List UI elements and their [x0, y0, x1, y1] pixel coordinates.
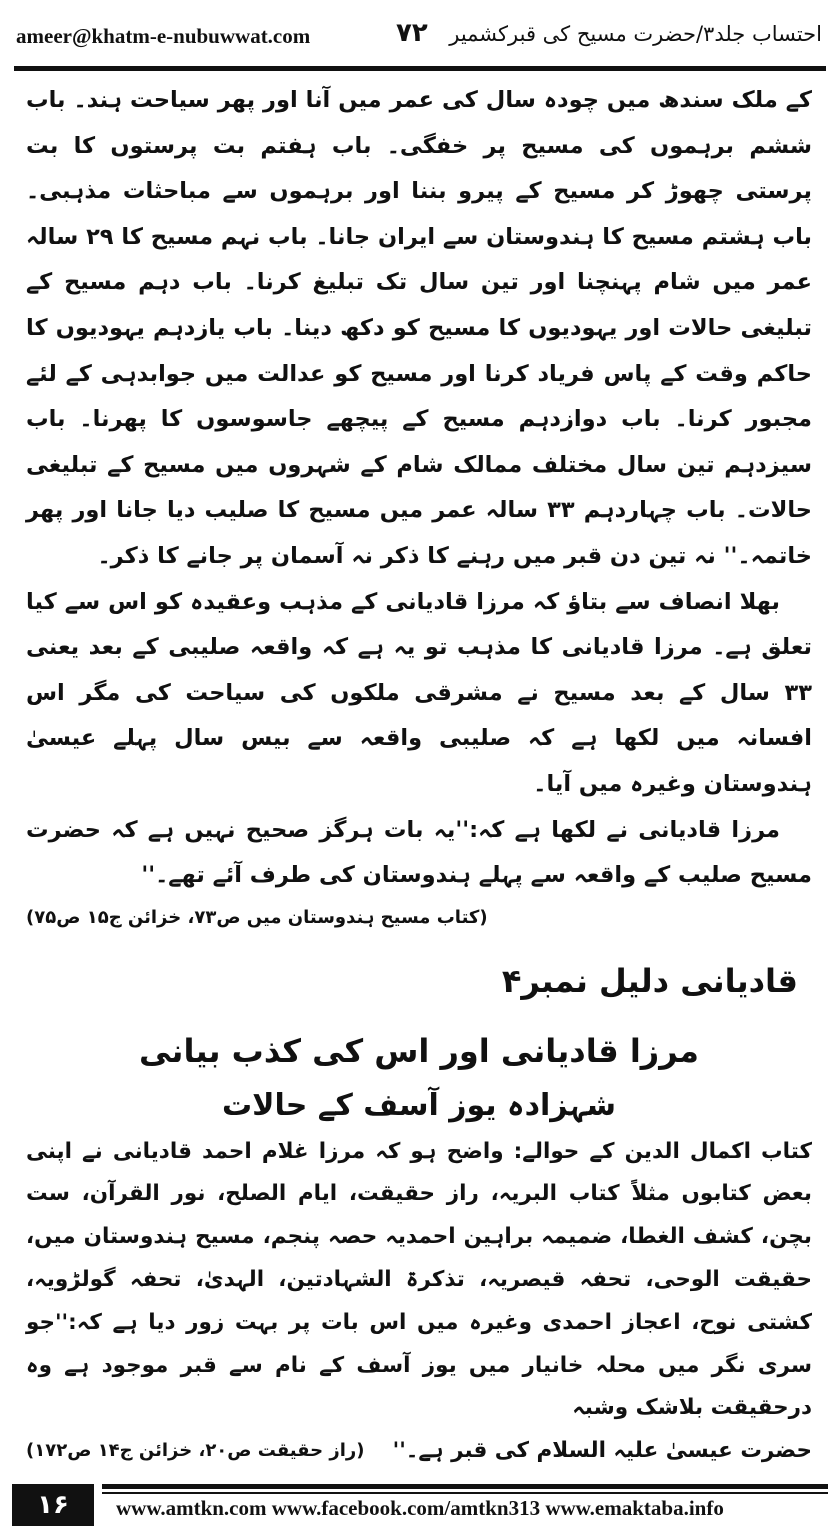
section-title: مرزا قادیانی اور اس کی کذب بیانی [139, 1031, 699, 1070]
closing-text: حضرت عیسیٰ علیہ السلام کی قبر ہے۔'' [392, 1438, 812, 1464]
header-page-number: ۷۲ [396, 18, 428, 48]
header-divider [14, 66, 826, 71]
paragraph-ikmal: کتاب اکمال الدین کے حوالے: واضح ہو کہ مرزا غلام احمد قادیانی نے اپنی بعض کتابوں مثلاً کتاب البریہ، راز حقیقت، ایام الصلح، نور القرآن، ست بچن، کشف الغطا، ضمیمہ براہین احمدیہ حصہ پنجم، مسیح ہندوستان میں، حقیقت الوحی، تحفہ قیصریہ، تذکرۃ الشہادتین، الہدیٰ، تحفہ گولڑویہ، کشتی نوح، اعجاز احمدی وغیرہ میں اس بات پر بہت زور دیا ہے کہ:''جو سری نگر میں محلہ خانیار میں یوز آسف کے نام سے قبر موجود ہے وہ درحقیقت بلاشک وشبہ [26, 1138, 812, 1421]
footer-divider [102, 1484, 828, 1489]
page-body [26, 78, 812, 1472]
section-heading: قادیانی دلیل نمبر۴ [501, 961, 798, 1000]
page-header [14, 18, 826, 58]
paragraph-chapters: کے ملک سندھ میں چودہ سال کی عمر میں آنا اور پھر سیاحت ہند۔ باب ششم برہموں کی مسیح پر خفگی۔ باب ہفتم بت پرستوں کا بت پرستی چھوڑ کر مسیح کے پیرو بننا اور برہموں سے مباحثات مذہبی۔ باب ہشتم مسیح کا ہندوستان سے ایران جانا۔ باب نہم مسیح کا ۲۹ سالہ عمر میں شام پہنچنا اور تین سال تک تبلیغ کرنا۔ باب دہم مسیح کے تبلیغی حالات اور یہودیوں کا مسیح کو دکھ دینا۔ باب یازدہم یہودیوں کا حاکم وقت کے پاس فریاد کرنا اور مسیح کو عدالت میں جوابدہی کے لئے مجبور کرنا۔ باب دوازدہم مسیح کے پیچھے جاسوسوں کا پھرنا۔ باب سیزدہم تین سال مختلف ممالک شام کے شہروں میں مسیح کے تبلیغی حالات۔ باب چہاردہم ۳۳ سالہ عمر میں مسیح کا صلیب دیا جانا اور پھر خاتمہ۔'' نہ تین دن قبر میں رہنے کا ذکر نہ آسمان پر جانے کا ذکر۔ [26, 87, 812, 569]
footer-page-number: ۱۶ [12, 1484, 94, 1526]
header-title: احتساب جلد۳/حضرت مسیح کی قبرکشمیر [449, 22, 822, 46]
closing-line [26, 1430, 812, 1472]
paragraph-argument: بھلا انصاف سے بتاؤ کہ مرزا قادیانی کے مذہب وعقیدہ کو اس سے کیا تعلق ہے۔ مرزا قادیانی کا مذہب تو یہ ہے کہ واقعہ صلیبی کے بعد یعنی ۳۳ سال کے بعد مسیح نے مشرقی ملکوں کی سیاحت کی مگر اس افسانہ میں لکھا ہے کہ صلیبی واقعہ سے بیس سال پہلے عیسیٰ ہندوستان وغیرہ میں آیا۔ [26, 588, 812, 797]
header-email: ameer@khatm-e-nubuwwat.com [16, 24, 311, 48]
reference-citation-1: (کتاب مسیح ہندوستان میں ص۷۳، خزائن ج۱۵ ص۷۵) [26, 906, 488, 928]
reference-citation-2: (راز حقیقت ص۲۰، خزائن ج۱۴ ص۱۷۲) [26, 1440, 365, 1462]
footer-urls: www.amtkn.com www.facebook.com/amtkn313 www.emaktaba.info [116, 1496, 724, 1520]
paragraph-quote: مرزا قادیانی نے لکھا ہے کہ:''یہ بات ہرگز صحیح نہیں ہے کہ حضرت مسیح صلیب کے واقعہ سے پہلے ہندوستان کی طرف آئے تھے۔'' [26, 816, 812, 889]
page-footer [12, 1484, 828, 1526]
footer-divider-thin [102, 1492, 828, 1494]
section-subtitle: شہزادہ یوز آسف کے حالات [221, 1087, 617, 1123]
